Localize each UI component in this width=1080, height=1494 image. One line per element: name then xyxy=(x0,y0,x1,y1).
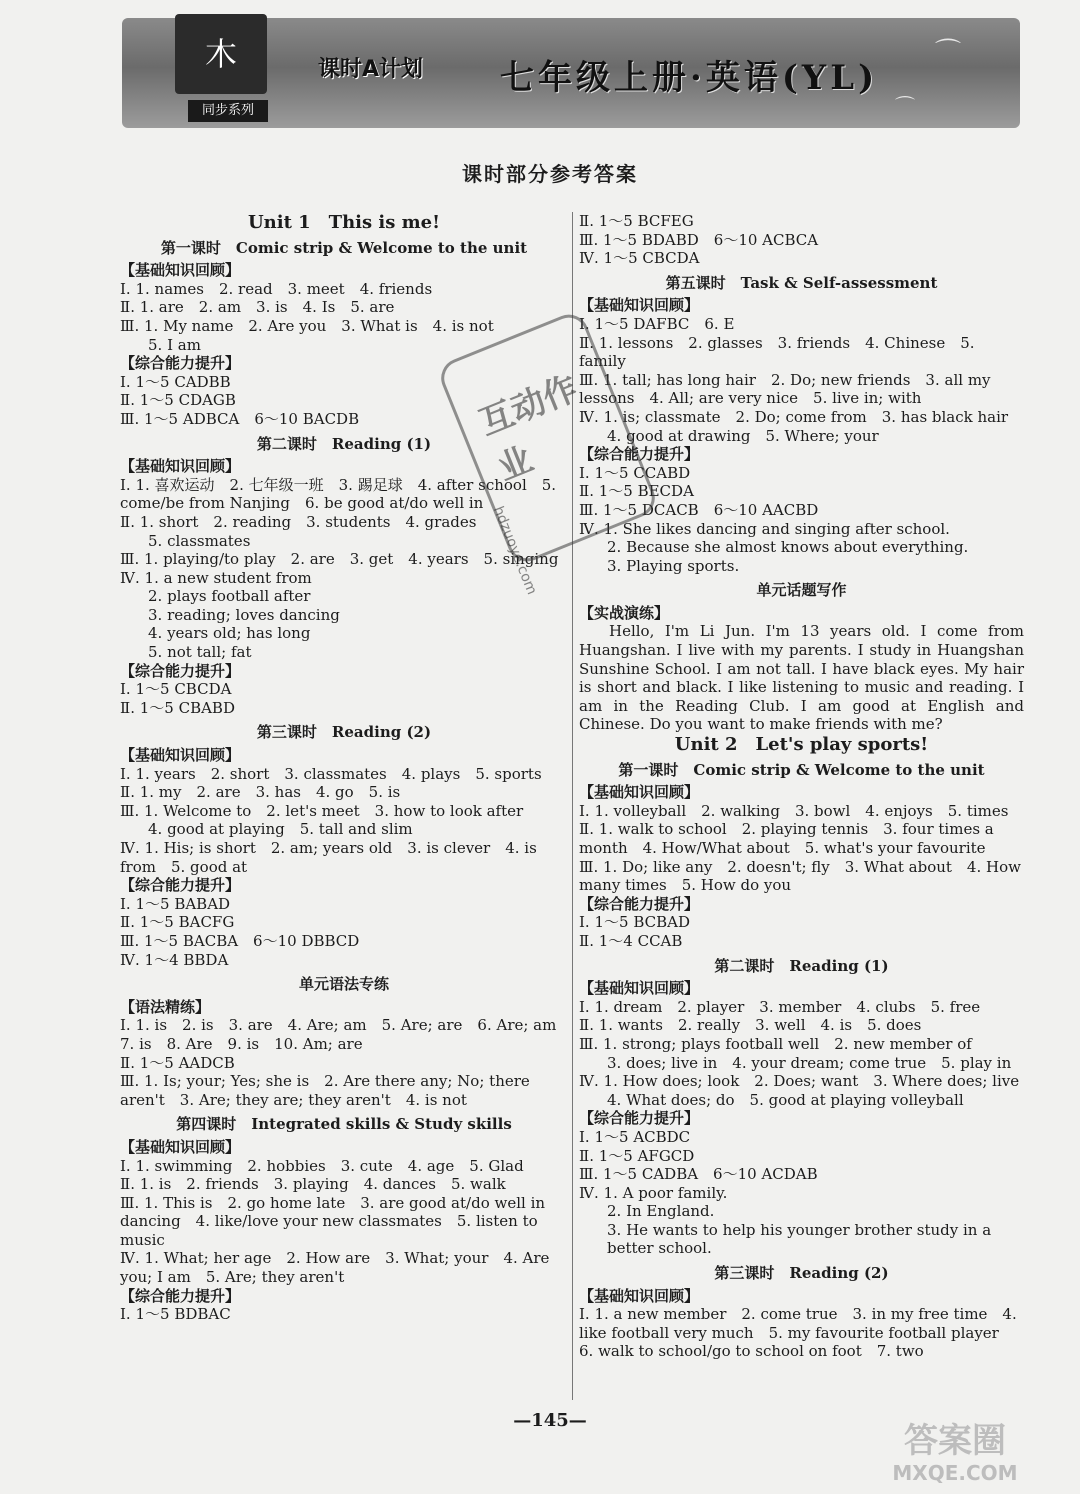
section-label: 【基础知识回顾】 xyxy=(120,261,241,280)
answer-line: Ⅳ. 1. a new student from xyxy=(120,568,312,587)
answer-line: Ⅲ. 1. Is; your; Yes; she is 2. Are there any; No; there aren't 3. Are; they are; they aren't 4. is not xyxy=(120,1072,530,1109)
answer-line: Ⅳ. 1. What; her age 2. How are 3. What; your 4. Are you; I am 5. Are; they aren't xyxy=(120,1249,550,1287)
answer-line: 3. He wants to help his younger brother study in a better school. xyxy=(607,1220,992,1258)
section-title: 第三课时 Reading (2) xyxy=(714,1264,889,1283)
answer-line: Ⅰ. 1. 喜欢运动 2. 七年级一班 3. 踢足球 4. after school 5. come/be from Nanjing 6. be good at/do well in xyxy=(120,475,557,513)
answer-line: Ⅳ. 1～5 CBCDA xyxy=(579,249,700,268)
answer-line: Ⅱ. 1. is 2. friends 3. playing 4. dances 5. walk xyxy=(120,1175,506,1194)
answer-line: Ⅲ. 1. strong; plays football well 2. new member of xyxy=(579,1034,972,1053)
section-title: 第二课时 Reading (1) xyxy=(714,956,889,975)
right-column xyxy=(579,212,1024,1361)
answer-line: 4. good at drawing 5. Where; your xyxy=(607,426,879,445)
answer-line: Ⅲ. 1. Do; like any 2. doesn't; fly 3. What about 4. How many times 5. How do you xyxy=(579,857,1021,895)
section-title: 第二课时 Reading (1) xyxy=(256,434,432,453)
answer-line: Ⅱ. 1～5 CDAGB xyxy=(120,391,236,410)
answer-line: Ⅳ. 1. His; is short 2. am; years old 3. is clever 4. is from 5. good at xyxy=(120,839,537,876)
answer-line: Ⅰ. 1～5 BABAD xyxy=(120,894,231,913)
answer-line: Ⅰ. 1～5 BDBAC xyxy=(120,1305,231,1324)
answer-line: Ⅰ. 1. volleyball 2. walking 3. bowl 4. enjoys 5. times xyxy=(579,801,1009,820)
answer-line: Ⅲ. 1～5 BDABD 6～10 ACBCA xyxy=(579,230,819,249)
answer-line: Ⅲ. 1. Welcome to 2. let's meet 3. how to look after xyxy=(120,801,524,820)
answer-line: Ⅳ. 1～4 BBDA xyxy=(120,950,229,969)
answer-line: Ⅲ. 1～5 DCACB 6～10 AACBD xyxy=(579,500,819,519)
page-heading: 课时部分参考答案 xyxy=(462,162,638,186)
brand-logo: 课时A计划 xyxy=(318,57,424,82)
answer-line: Ⅱ. 1. walk to school 2. playing tennis 3. four times a month 4. How/What about 5. what's your favourite xyxy=(579,820,994,857)
section-label: 【综合能力提升】 xyxy=(120,876,241,895)
answer-line: 3. does; live in 4. your dream; come true 5. play in xyxy=(607,1053,1012,1072)
answer-line: Ⅰ. 1～5 CBCDA xyxy=(120,680,232,699)
answer-line: Ⅰ. 1～5 BCBAD xyxy=(579,913,690,932)
section-label: 【基础知识回顾】 xyxy=(120,457,241,476)
seagull-icon: ⌒ xyxy=(895,94,915,118)
section-title: 第五课时 Task & Self-assessment xyxy=(665,273,938,292)
series-label: 同步系列 xyxy=(188,100,268,122)
answer-line: Ⅲ. 1. playing/to play 2. are 3. get 4. years 5. singing xyxy=(120,550,559,569)
answer-line: Ⅰ. 1～5 CADBB xyxy=(120,372,231,391)
answer-line: Ⅲ. 1～5 BACBA 6～10 DBBCD xyxy=(120,931,360,950)
answer-line: Ⅰ. 1. swimming 2. hobbies 3. cute 4. age 5. Glad xyxy=(120,1156,524,1175)
answer-line: Ⅰ. 1. dream 2. player 3. member 4. clubs 5. free xyxy=(579,997,981,1016)
watermark-url: MXQE.COM xyxy=(892,1461,1018,1485)
section-label: 【综合能力提升】 xyxy=(579,1109,700,1128)
section-title: 第三课时 Reading (2) xyxy=(256,723,432,742)
seagull-icon: ⌒ xyxy=(935,38,962,68)
answer-line: 4. good at playing 5. tall and slim xyxy=(148,820,413,839)
stamp-url: hdzuoye.com xyxy=(489,504,540,598)
answer-line: Ⅰ. 1. a new member 2. come true 3. in my free time 4. like football very much 5. my favourite football player 6. walk to school/go to school on foot 7. two xyxy=(579,1305,1017,1361)
answer-line: Ⅱ. 1. lessons 2. glasses 3. friends 4. Chinese 5. family xyxy=(579,333,975,371)
section-label: 【综合能力提升】 xyxy=(120,661,241,680)
section-label: 【基础知识回顾】 xyxy=(579,979,700,998)
watermark-title: 答案圈 xyxy=(904,1421,1006,1461)
section-label: 【综合能力提升】 xyxy=(120,354,241,373)
answer-line: Ⅳ. 1. How does; look 2. Does; want 3. Where does; live xyxy=(579,1072,1020,1091)
answer-line: 4. years old; has long xyxy=(148,624,311,643)
answer-line: Ⅱ. 1～5 BACFG xyxy=(120,913,235,932)
answer-line: Ⅲ. 1. This is 2. go home late 3. are good at/do well in dancing 4. like/love your new classmates 5. listen to music xyxy=(120,1193,546,1249)
answer-line: Ⅰ. 1～5 ACBDC xyxy=(579,1127,691,1146)
answer-line: Ⅰ. 1～5 CCABD xyxy=(579,463,691,482)
answer-line: 3. Playing sports. xyxy=(607,556,740,575)
book-title: 七年级上册·英语(YL) xyxy=(500,58,879,98)
section-label: 【语法精练】 xyxy=(120,997,211,1016)
section-label: 【实战演练】 xyxy=(579,603,670,622)
section-label: 【综合能力提升】 xyxy=(579,894,700,913)
answer-line: Ⅲ. 1～5 CADBA 6～10 ACDAB xyxy=(579,1165,818,1184)
answer-line: Ⅳ. 1. is; classmate 2. Do; come from 3. has black hair xyxy=(579,407,1009,426)
answer-line: 3. reading; loves dancing xyxy=(148,605,340,624)
answer-line: Ⅰ. 1. years 2. short 3. classmates 4. plays 5. sports xyxy=(120,764,542,783)
answer-line: Ⅱ. 1～5 CBABD xyxy=(120,698,235,717)
answer-line: 2. In England. xyxy=(607,1202,715,1221)
series-logo: 木 xyxy=(175,14,267,94)
answer-line: 2. plays football after xyxy=(148,587,311,606)
model-essay: Hello, I'm Li Jun. I'm 13 years old. I come from Huangshan. I live with my parents. I study in Huangshan Sunshine School. I am not tall. I have black eyes. My hair is short and black. I like listening to music and reading. I am in the Reading Club. I am good at English and Chinese. Do you want to make friends with me? xyxy=(579,622,1024,734)
section-label: 【基础知识回顾】 xyxy=(579,783,700,802)
answer-line: 4. What does; do 5. good at playing volleyball xyxy=(607,1090,964,1109)
section-title: 第一课时 Comic strip & Welcome to the unit xyxy=(160,238,528,257)
answer-line: Ⅳ. 1. She likes dancing and singing after school. xyxy=(579,519,950,538)
answer-line: Ⅱ. 1. are 2. am 3. is 4. Is 5. are xyxy=(120,298,395,317)
answer-line: Ⅱ. 1. wants 2. really 3. well 4. is 5. does xyxy=(579,1016,922,1035)
answer-line: Ⅱ. 1. short 2. reading 3. students 4. grades xyxy=(120,512,477,531)
answer-line: 5. I am xyxy=(148,335,201,354)
site-watermark xyxy=(850,1420,1060,1490)
section-label: 【基础知识回顾】 xyxy=(120,1137,241,1156)
answer-line: 5. classmates xyxy=(148,531,251,550)
answer-line: Ⅰ. 1. is 2. is 3. are 4. Are; am 5. Are; are 6. Are; am 7. is 8. Are 9. is 10. Am; are xyxy=(120,1016,572,1053)
page-number: —145— xyxy=(513,1410,587,1431)
section-label: 【综合能力提升】 xyxy=(579,445,700,464)
answer-line: Ⅰ. 1. names 2. read 3. meet 4. friends xyxy=(120,279,433,298)
stamp-text: 互动作业 xyxy=(473,368,584,490)
section-title: 第一课时 Comic strip & Welcome to the unit xyxy=(618,760,985,779)
unit-title: Unit 2 Let's play sports! xyxy=(674,734,929,756)
answer-line: 2. Because she almost knows about everything. xyxy=(607,538,969,557)
section-title: 单元语法专练 xyxy=(298,975,389,994)
section-label: 【基础知识回顾】 xyxy=(120,746,241,765)
answer-line: Ⅳ. 1. A poor family. xyxy=(579,1183,728,1202)
section-title: 第四课时 Integrated skills & Study skills xyxy=(176,1115,512,1134)
answer-line: Ⅱ. 1～5 BCFEG xyxy=(579,212,694,230)
answer-line: 5. not tall; fat xyxy=(148,643,252,662)
section-label: 【基础知识回顾】 xyxy=(579,1286,700,1305)
answer-line: Ⅲ. 1. tall; has long hair 2. Do; new friends 3. all my lessons 4. All; are very nice 5. live in; with xyxy=(579,370,991,408)
answer-line: Ⅰ. 1～5 DAFBC 6. E xyxy=(579,314,735,333)
unit-title: Unit 1 This is me! xyxy=(247,212,441,233)
section-label: 【综合能力提升】 xyxy=(120,1286,241,1305)
answer-line: Ⅲ. 1. My name 2. Are you 3. What is 4. is not xyxy=(120,316,494,335)
answer-line: Ⅱ. 1. my 2. are 3. has 4. go 5. is xyxy=(120,783,401,802)
answer-line: Ⅱ. 1～4 CCAB xyxy=(579,931,683,950)
section-label: 【基础知识回顾】 xyxy=(579,296,700,315)
section-title: 单元话题写作 xyxy=(756,581,847,600)
answer-line: Ⅲ. 1～5 ADBCA 6～10 BACDB xyxy=(120,409,360,428)
answer-line: Ⅱ. 1～5 AADCB xyxy=(120,1053,235,1072)
answer-line: Ⅱ. 1～5 AFGCD xyxy=(579,1146,695,1165)
answer-line: Ⅱ. 1～5 BECDA xyxy=(579,482,694,501)
